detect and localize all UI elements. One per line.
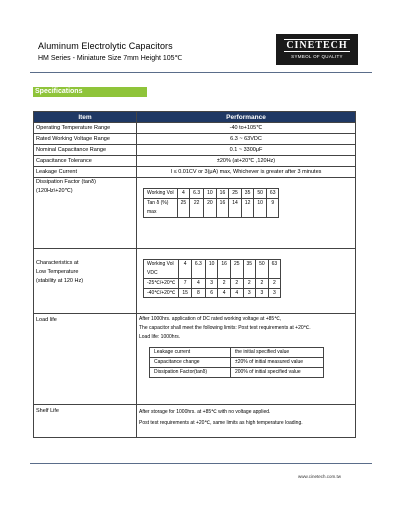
ratio-value: 3 bbox=[268, 288, 281, 298]
row-perf: I ≤ 0.01CV or 3(μA) max, Whichever is greater after 3 minutes bbox=[137, 167, 356, 178]
inner-head-label-line: Working Vol bbox=[147, 261, 174, 267]
voltage-cell: 4 bbox=[179, 260, 192, 279]
ratio-value: 3 bbox=[205, 279, 218, 289]
low-temp-label-line: Characteristics at bbox=[36, 260, 79, 266]
row-item: Operating Temperature Range bbox=[34, 123, 137, 134]
inner-head-label bbox=[144, 260, 179, 279]
shelf-life-row bbox=[34, 405, 356, 438]
ratio-value: 6 bbox=[205, 288, 218, 298]
low-temp-row bbox=[34, 249, 356, 314]
tan-delta-value: 25 bbox=[177, 198, 190, 217]
low-temp-label bbox=[34, 249, 137, 314]
tan-delta-value: 10 bbox=[254, 198, 267, 217]
ratio-value: 4 bbox=[230, 288, 243, 298]
voltage-cell: 25 bbox=[229, 189, 242, 199]
ratio-value: 15 bbox=[179, 288, 192, 298]
col-head-item: Item bbox=[34, 112, 137, 123]
load-life-text: Load life: 1000hrs. bbox=[139, 334, 181, 340]
load-life-limits bbox=[149, 347, 324, 378]
section-label: Specifications bbox=[33, 87, 147, 97]
low-temp-label-line: Low Temperature bbox=[36, 269, 79, 275]
table-row bbox=[34, 156, 356, 167]
ratio-value: 4 bbox=[191, 279, 205, 289]
tan-delta-value: 16 bbox=[216, 198, 229, 217]
voltage-cell: 63 bbox=[266, 189, 279, 199]
row-item: Nominal Capacitance Range bbox=[34, 145, 137, 156]
dissipation-cell bbox=[137, 178, 356, 249]
load-life-cell bbox=[137, 314, 356, 405]
tan-delta-value: 20 bbox=[204, 198, 217, 217]
load-life-text: The capacitor shall meet the following limits: Post test requirements at +20℃. bbox=[139, 325, 311, 331]
low-temp-table bbox=[143, 259, 281, 298]
dissipation-row bbox=[34, 178, 356, 249]
low-temp-cell bbox=[137, 249, 356, 314]
voltage-cell: 6.3 bbox=[190, 189, 204, 199]
row-item: Leakage Current bbox=[34, 167, 137, 178]
row-item: Capacitance Tolerance bbox=[34, 156, 137, 167]
row-perf: -40 to+105℃ bbox=[137, 123, 356, 134]
voltage-cell: 50 bbox=[254, 189, 267, 199]
voltage-cell: 35 bbox=[243, 260, 256, 279]
row-perf: ±20% (at+20℃ ,120Hz) bbox=[137, 156, 356, 167]
header-divider bbox=[30, 72, 372, 73]
dissipation-table bbox=[143, 188, 279, 218]
voltage-cell: 10 bbox=[204, 189, 217, 199]
footer-url: www.cinetech.com.tw bbox=[298, 474, 342, 479]
row-item: Rated Working Voltage Range bbox=[34, 134, 137, 145]
table-row bbox=[34, 167, 356, 178]
voltage-cell: 16 bbox=[216, 189, 229, 199]
ratio-value: 2 bbox=[243, 279, 256, 289]
voltage-cell: 50 bbox=[256, 260, 269, 279]
shelf-life-cell bbox=[137, 405, 356, 438]
shelf-life-text: After storage for 1000hrs. at +85℃ with no voltage applied. bbox=[139, 409, 271, 415]
ratio-value: 2 bbox=[218, 279, 231, 289]
voltage-cell: 25 bbox=[230, 260, 243, 279]
shelf-life-text: Post test requirements at +20℃, same limits as high temperature loading. bbox=[139, 420, 303, 426]
inner-head-label: Working Vol bbox=[144, 189, 178, 199]
voltage-cell: 10 bbox=[205, 260, 218, 279]
ratio-value: 8 bbox=[191, 288, 205, 298]
voltage-cell: 16 bbox=[218, 260, 231, 279]
ratio-value: 3 bbox=[256, 288, 269, 298]
col-head-performance: Performance bbox=[137, 112, 356, 123]
document-subtitle: HM Series - Miniature Size 7mm Height 105℃ bbox=[38, 55, 183, 62]
table-row bbox=[34, 134, 356, 145]
tan-delta-value: 12 bbox=[241, 198, 254, 217]
shelf-life-label: Shelf Life bbox=[34, 405, 137, 438]
tan-delta-value: 14 bbox=[229, 198, 242, 217]
table-row bbox=[34, 123, 356, 134]
dissipation-label-line: Dissipation Factor (tanδ) bbox=[36, 179, 96, 185]
logo-tagline: SYMBOL OF QUALITY bbox=[291, 54, 343, 59]
limit-value: 200% of initial specified value bbox=[231, 368, 324, 378]
low-temp-label-line: (stability at 120 Hz) bbox=[36, 278, 84, 284]
load-life-row bbox=[34, 314, 356, 405]
load-life-label: Load life bbox=[34, 314, 137, 405]
voltage-cell: 6.3 bbox=[191, 260, 205, 279]
limit-value: the initial specified value bbox=[231, 348, 324, 358]
limit-name: Capacitance change bbox=[150, 358, 231, 368]
voltage-cell: 63 bbox=[268, 260, 281, 279]
ratio-label: -25℃/+20℃ bbox=[144, 279, 179, 289]
dissipation-label-line: (120Hz\+20℃) bbox=[36, 188, 73, 194]
limit-name: Dissipation Factor(tanδ) bbox=[150, 368, 231, 378]
footer-divider bbox=[30, 463, 372, 464]
ratio-value: 7 bbox=[179, 279, 192, 289]
limit-name: Leakage current bbox=[150, 348, 231, 358]
tan-delta-label bbox=[144, 198, 178, 217]
row-perf: 6.3 ~ 63VDC bbox=[137, 134, 356, 145]
ratio-label: -40℃/+20℃ bbox=[144, 288, 179, 298]
tan-delta-value: 9 bbox=[266, 198, 279, 217]
spec-table bbox=[33, 111, 356, 438]
inner-head-label-line: VDC bbox=[147, 270, 158, 276]
ratio-value: 2 bbox=[230, 279, 243, 289]
ratio-value: 4 bbox=[218, 288, 231, 298]
tan-delta-label-line: Tan δ (%) bbox=[147, 199, 169, 206]
ratio-value: 3 bbox=[243, 288, 256, 298]
ratio-value: 2 bbox=[268, 279, 281, 289]
tan-delta-value: 22 bbox=[190, 198, 204, 217]
row-perf: 0.1 ~ 3300μF bbox=[137, 145, 356, 156]
ratio-value: 2 bbox=[256, 279, 269, 289]
voltage-cell: 4 bbox=[177, 189, 190, 199]
document-title: Aluminum Electrolytic Capacitors bbox=[38, 41, 173, 51]
dissipation-label bbox=[34, 178, 137, 249]
tan-delta-label-line: max bbox=[147, 208, 157, 215]
logo-brand: CINETECH bbox=[284, 39, 350, 52]
table-row bbox=[34, 145, 356, 156]
load-life-text: After 1000hrs. application of DC rated working voltage at +85℃, bbox=[139, 316, 282, 322]
limit-value: ±20% of initial measured value bbox=[231, 358, 324, 368]
company-logo bbox=[276, 34, 358, 65]
voltage-cell: 35 bbox=[241, 189, 254, 199]
